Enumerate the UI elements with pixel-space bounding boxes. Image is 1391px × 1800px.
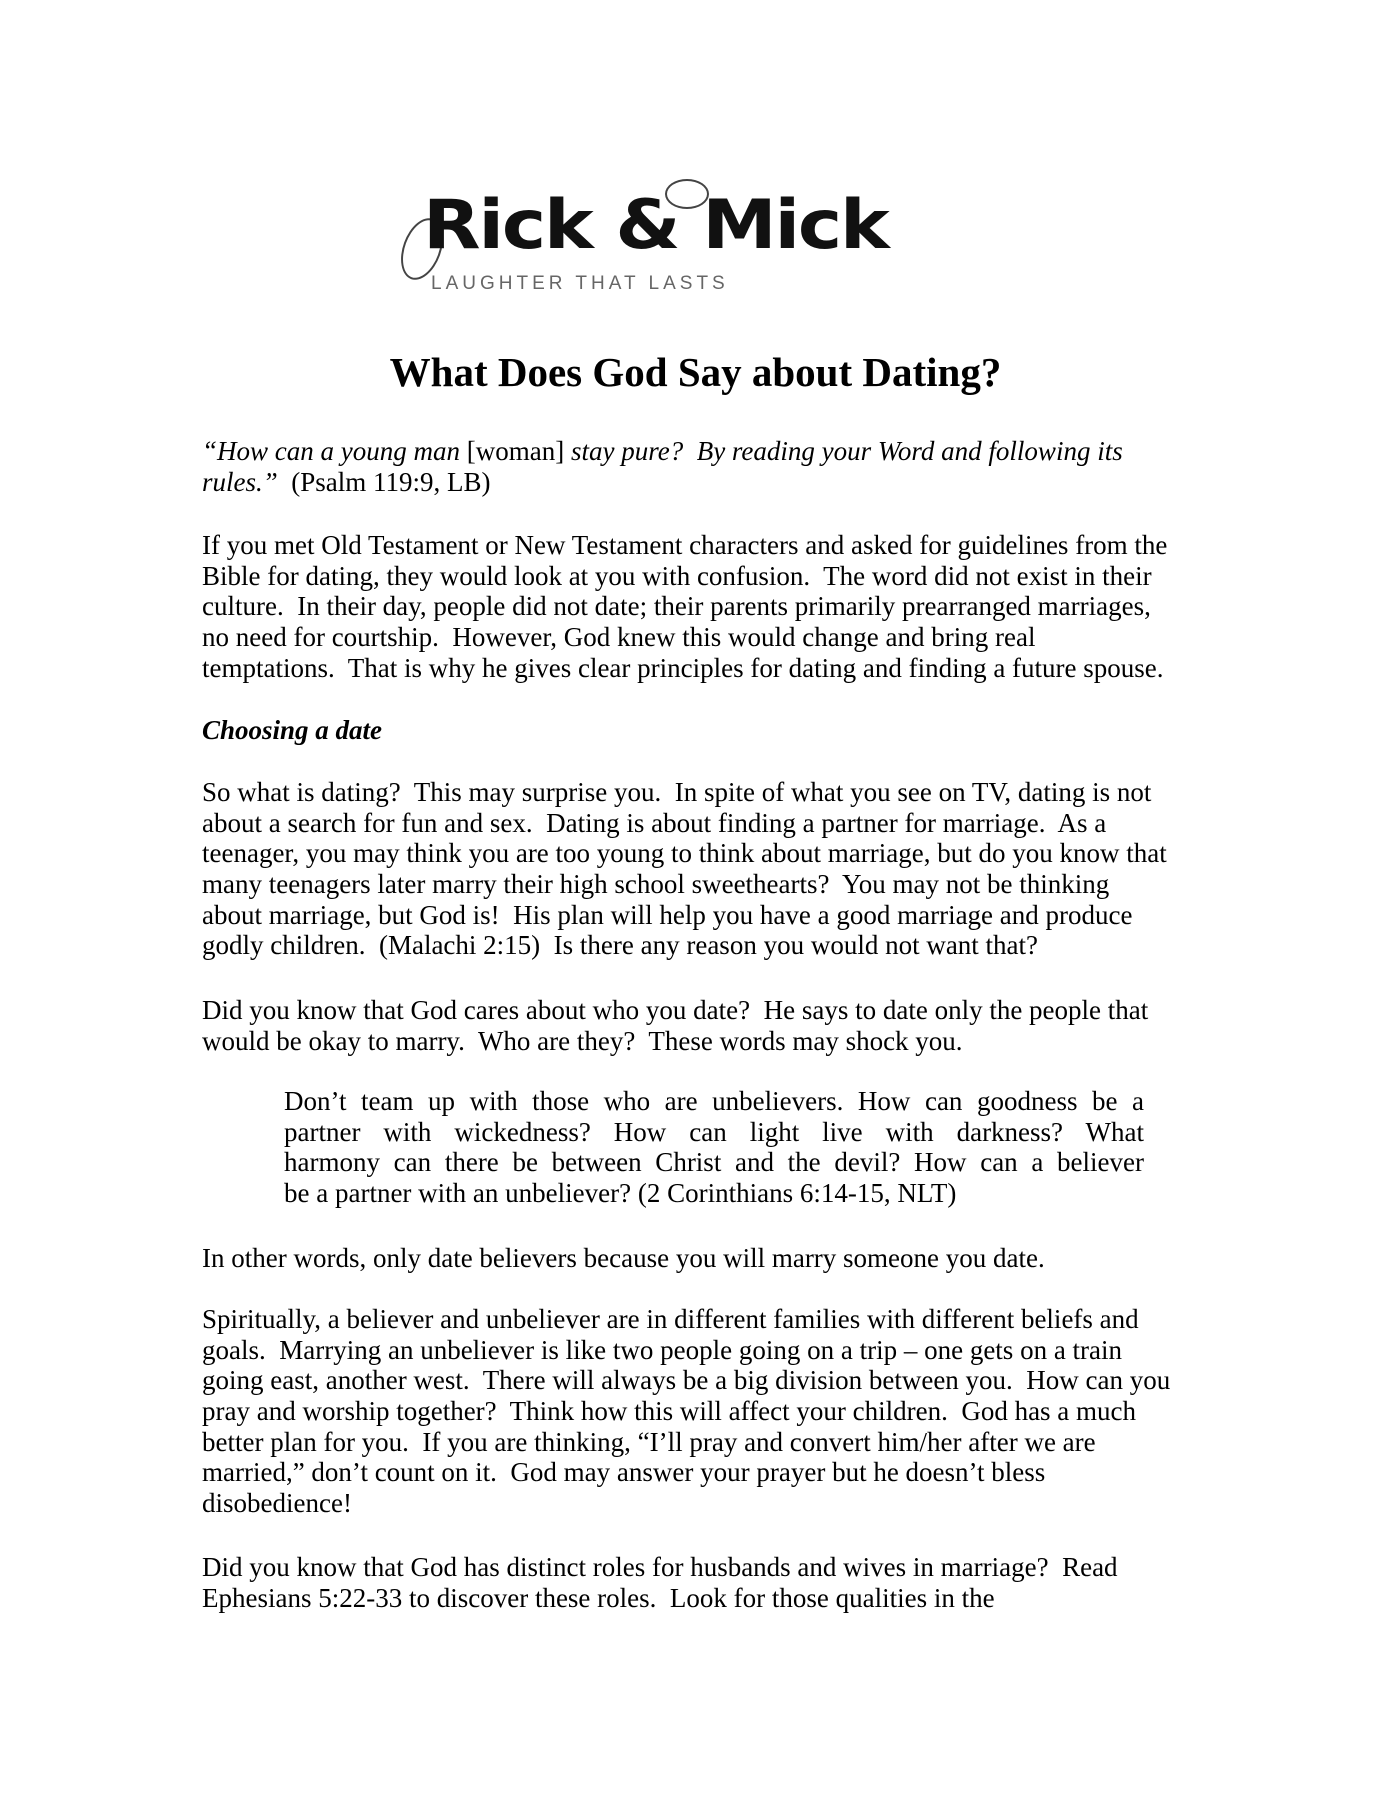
text-line: would be okay to marry. Who are they? These words may shock you.	[202, 1025, 963, 1056]
text-line: married,” don’t count on it. God may answer your prayer but he doesn’t bless	[202, 1457, 1046, 1488]
text-line: about a search for fun and sex. Dating is about finding a partner for marriage. As a	[202, 807, 1107, 838]
text-line: no need for courtship. However, God knew this would change and bring real	[202, 622, 1036, 653]
text-line: Spiritually, a believer and unbeliever are in different families with different beliefs and	[202, 1304, 1139, 1334]
text-line: In other words, only date believers because you will marry someone you date.	[202, 1243, 1045, 1273]
epigraph-line-2	[202, 467, 1202, 498]
paragraph-roles	[202, 1552, 1202, 1613]
paragraph-intro	[202, 530, 1202, 683]
text-line: culture. In their day, people did not date; their parents primarily prearranged marriages,	[202, 591, 1151, 622]
text-line: teenager, you may think you are too young to think about marriage, but do you know that	[202, 838, 1167, 869]
text-line: harmony can there be between Christ and the devil? How can a believer	[284, 1147, 1144, 1178]
text-line: partner with wickedness? How can light live with darkness? What	[284, 1116, 1144, 1147]
logo-wordmark: Rick & Mick	[423, 186, 888, 265]
text-line: So what is dating? This may surprise you. In spite of what you see on TV, dating is not	[202, 777, 1152, 807]
text-line: Did you know that God cares about who you date? He says to date only the people that	[202, 995, 1149, 1025]
epigraph-text: “How can a young man	[202, 436, 467, 466]
text-line: disobedience!	[202, 1488, 352, 1519]
paragraph-in-other-words	[202, 1243, 1202, 1274]
text-line: godly children. (Malachi 2:15) Is there any reason you would not want that?	[202, 930, 1039, 961]
text-line: Ephesians 5:22-33 to discover these roles. Look for those qualities in the	[202, 1582, 995, 1613]
paragraph-who-you-date	[202, 995, 1202, 1056]
epigraph-citation: (Psalm 119:9, LB)	[277, 466, 491, 497]
page-title: What Does God Say about Dating?	[389, 349, 1002, 395]
text-line: going east, another west. There will always be a big division between you. How can you	[202, 1365, 1171, 1396]
rick-and-mick-logo	[403, 187, 971, 302]
text-line: Did you know that God has distinct roles for husbands and wives in marriage? Read	[202, 1552, 1118, 1582]
epigraph-line-1	[202, 436, 1202, 467]
epigraph	[202, 436, 1202, 497]
epigraph-text: rules.”	[202, 466, 278, 497]
text-line: Don’t team up with those who are unbelievers. How can goodness be a	[284, 1086, 1144, 1116]
section-heading-choosing-a-date	[202, 715, 1202, 746]
paragraph-spiritually	[202, 1304, 1202, 1519]
text-line: be a partner with an unbeliever? (2 Corinthians 6:14-15, NLT)	[284, 1178, 957, 1209]
text-line: temptations. That is why he gives clear principles for dating and finding a future spouse.	[202, 652, 1164, 683]
epigraph-text: stay pure? By reading your Word and following its	[564, 436, 1123, 466]
text-line: better plan for you. If you are thinking, “I’ll pray and convert him/her after we are	[202, 1426, 1096, 1457]
paragraph-what-is-dating	[202, 777, 1202, 961]
text-line: goals. Marrying an unbeliever is like two people going on a trip – one gets on a train	[202, 1334, 1123, 1365]
logo-tagline: LAUGHTER THAT LASTS	[431, 273, 729, 294]
scripture-blockquote	[284, 1086, 1144, 1209]
text-line: about marriage, but God is! His plan will help you have a good marriage and produce	[202, 899, 1133, 930]
epigraph-insert: [woman]	[466, 436, 565, 466]
text-line: many teenagers later marry their high school sweethearts? You may not be thinking	[202, 869, 1110, 900]
text-line: pray and worship together? Think how this will affect your children. God has a much	[202, 1396, 1137, 1427]
text-line: If you met Old Testament or New Testament characters and asked for guidelines from the	[202, 530, 1168, 560]
text-line: Choosing a date	[202, 715, 383, 745]
text-line: Bible for dating, they would look at you with confusion. The word did not exist in their	[202, 560, 1152, 591]
